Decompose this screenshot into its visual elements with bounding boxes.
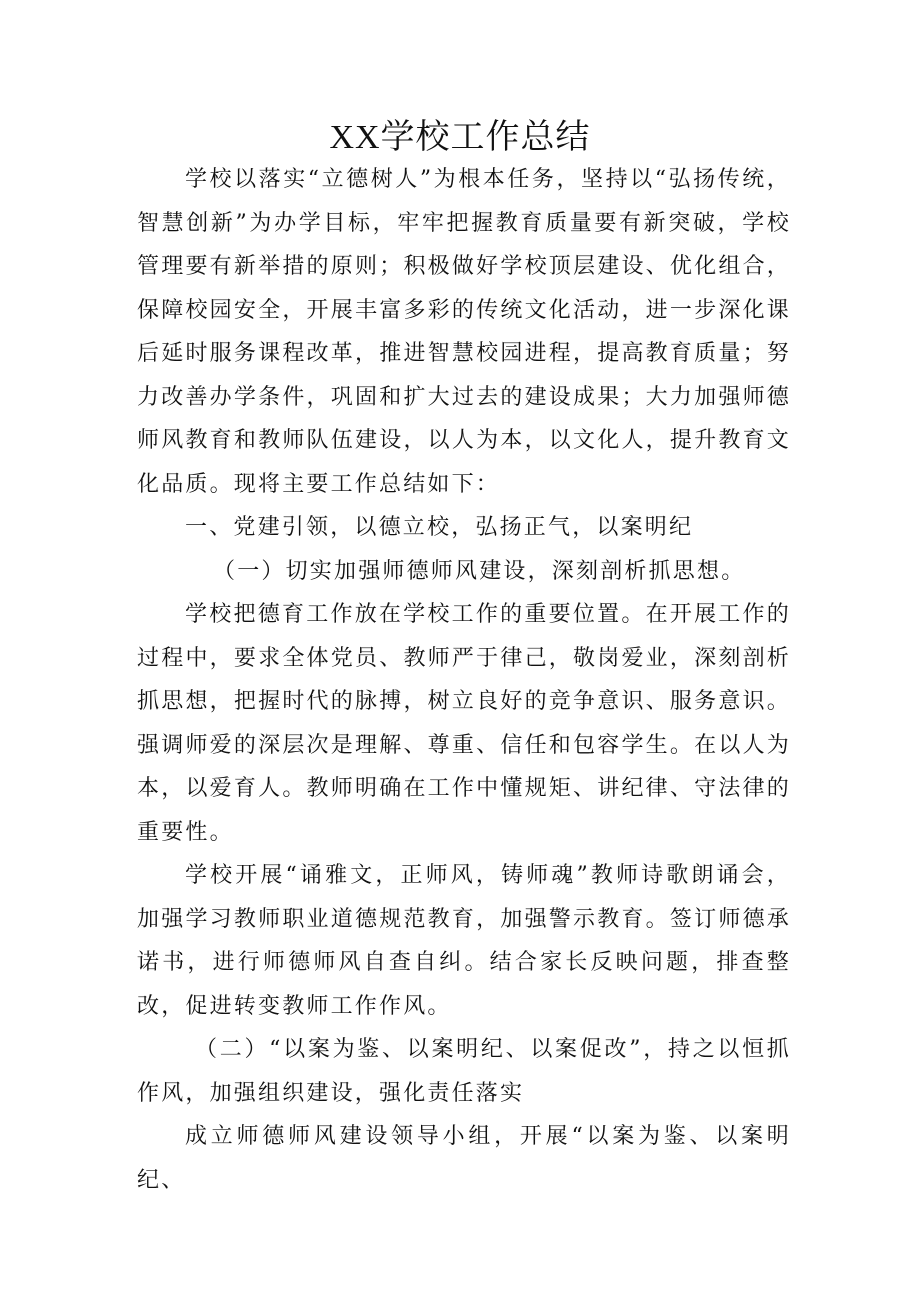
subsection-heading-2: （二）“以案为鉴、以案明纪、以案促改”，持之以恒抓作风，加强组织建设，强化责任落实: [137, 1037, 791, 1106]
section-heading-1: 一、党建引领，以德立校，弘扬正气，以案明纪: [185, 515, 694, 540]
paragraph-leadership-group: 成立师德师风建设领导小组，开展“以案为鉴、以案明纪、: [137, 1124, 791, 1193]
paragraph-moral-education: 学校把德育工作放在学校工作的重要位置。在开展工作的过程中，要求全体党员、教师严于律己，敬岗爱业，深刻剖析抓思想，把握时代的脉搏，树立良好的竞争意识、服务意识。强调师爱的深层次是理解、尊重、信任和包容学生。在以人为本，以爱育人。教师明确在工作中懂规矩、讲纪律、守法律的重要性。: [137, 602, 791, 845]
paragraph-poetry-reading: 学校开展“诵雅文，正师风，铸师魂”教师诗歌朗诵会，加强学习教师职业道德规范教育，加强警示教育。签订师德承诺书，进行师德师风自查自纠。结合家长反映问题，排查整改，促进转变教师工作作风。: [137, 863, 791, 1019]
paragraph-intro: 学校以落实“立德树人”为根本任务，坚持以“弘扬传统，智慧创新”为办学目标，牢牢把握教育质量要有新突破，学校管理要有新举措的原则；积极做好学校顶层建设、优化组合，保障校园安全，开展丰富多彩的传统文化活动，进一步深化课后延时服务课程改革，推进智慧校园进程，提高教育质量；努力改善办学条件，巩固和扩大过去的建设成果；大力加强师德师风教育和教师队伍建设，以人为本，以文化人，提升教育文化品质。现将主要工作总结如下：: [137, 167, 791, 497]
subsection-heading-1: （一）切实加强师德师风建设，深刻剖析抓思想。: [213, 558, 746, 584]
document-title: XX学校工作总结: [329, 119, 591, 156]
document-body: [137, 158, 791, 1202]
